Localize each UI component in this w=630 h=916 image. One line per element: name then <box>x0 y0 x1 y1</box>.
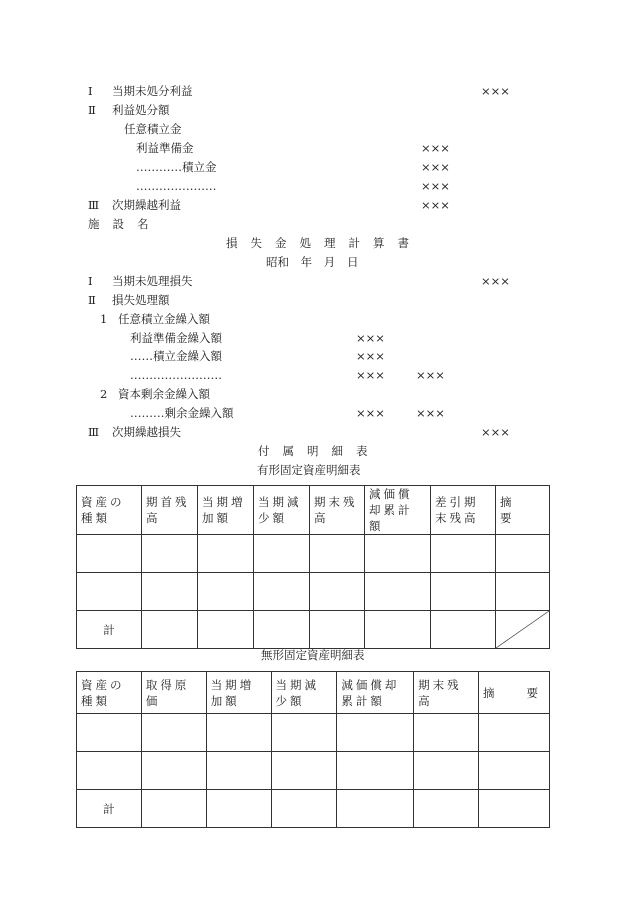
header-cell: 資産の種類 <box>77 486 142 535</box>
intangible-table-title: 無形固定資産明細表 <box>261 648 365 662</box>
header-cell: 当期減少額 <box>254 486 310 535</box>
header-cell: 減価償却累計額 <box>337 672 414 714</box>
item-label: 次期繰越利益 <box>112 198 181 212</box>
item-amount: ××× <box>356 368 385 382</box>
item-num: Ⅰ <box>88 84 93 98</box>
tangible-table-title: 有形固定資産明細表 <box>257 463 361 477</box>
item-amount: ××× <box>421 160 450 174</box>
item-label: ……積立金繰入額 <box>130 349 222 363</box>
header-cell: 期末残高 <box>310 486 365 535</box>
header-cell: 差引期末残高 <box>431 486 496 535</box>
item-label: 任意積立金繰入額 <box>118 312 210 326</box>
item-label: ………………… <box>136 179 217 193</box>
header-cell: 減価償却累計額 <box>365 486 431 535</box>
item-amount: ××× <box>481 84 510 98</box>
table-header-row <box>77 486 550 535</box>
table-row <box>77 752 550 790</box>
item-amount: ××× <box>481 274 510 288</box>
item-amount: ××× <box>421 141 450 155</box>
item-label: 利益処分額 <box>112 103 170 117</box>
item-amount: ××× <box>356 406 385 420</box>
total-label: 計 <box>77 611 142 649</box>
header-cell: 摘 要 <box>479 672 550 714</box>
item-num: 2 <box>100 387 108 401</box>
table-row <box>77 714 550 752</box>
item-num: Ⅲ <box>88 198 100 212</box>
header-cell: 当期増加額 <box>206 672 271 714</box>
loss-statement-title: 損失金処理計算書 <box>226 236 422 250</box>
diagonal-cell <box>496 611 550 649</box>
item-label: 当期未処分利益 <box>112 84 193 98</box>
intangible-assets-table <box>76 671 550 828</box>
item-label: …………………… <box>130 368 222 382</box>
header-cell: 期首残高 <box>142 486 198 535</box>
item-label: ………剰余金繰入額 <box>130 406 234 420</box>
item-num: Ⅱ <box>88 293 96 307</box>
item-label: 損失処理額 <box>112 293 170 307</box>
item-num: Ⅱ <box>88 103 96 117</box>
tangible-assets-table <box>76 485 550 649</box>
item-num: Ⅰ <box>88 274 93 288</box>
header-cell: 取得原価 <box>141 672 206 714</box>
header-cell: 当期増加額 <box>198 486 254 535</box>
item-label: 資本剰余金繰入額 <box>118 387 210 401</box>
diagonal-line <box>496 611 549 648</box>
table-row <box>77 573 550 611</box>
item-label: 次期繰越損失 <box>112 425 181 439</box>
loss-statement-date: 昭和 年 月 日 <box>266 255 359 269</box>
item-amount: ××× <box>421 198 450 212</box>
item-subtotal: ××× <box>416 368 445 382</box>
item-label: 任意積立金 <box>124 122 182 136</box>
item-label: …………積立金 <box>136 160 217 174</box>
header-cell: 摘 要 <box>496 486 550 535</box>
item-amount: ××× <box>421 179 450 193</box>
item-num: 1 <box>100 312 108 326</box>
item-num: Ⅲ <box>88 425 100 439</box>
total-row <box>77 611 550 649</box>
item-label: 利益準備金 <box>136 141 194 155</box>
header-cell: 当期減少額 <box>271 672 337 714</box>
item-label: 利益準備金繰入額 <box>130 331 222 345</box>
facility-name-label: 施設名 <box>88 217 162 231</box>
item-subtotal: ××× <box>416 406 445 420</box>
table-header-row <box>77 672 550 714</box>
header-cell: 資産の種類 <box>77 672 142 714</box>
item-amount: ××× <box>356 331 385 345</box>
total-row <box>77 790 550 828</box>
item-label: 当期未処理損失 <box>112 274 193 288</box>
table-row <box>77 535 550 573</box>
item-amount: ××× <box>356 349 385 363</box>
header-cell: 期末残高 <box>414 672 479 714</box>
schedules-title: 付属明細表 <box>258 444 381 458</box>
total-label: 計 <box>77 790 142 828</box>
item-amount: ××× <box>481 425 510 439</box>
